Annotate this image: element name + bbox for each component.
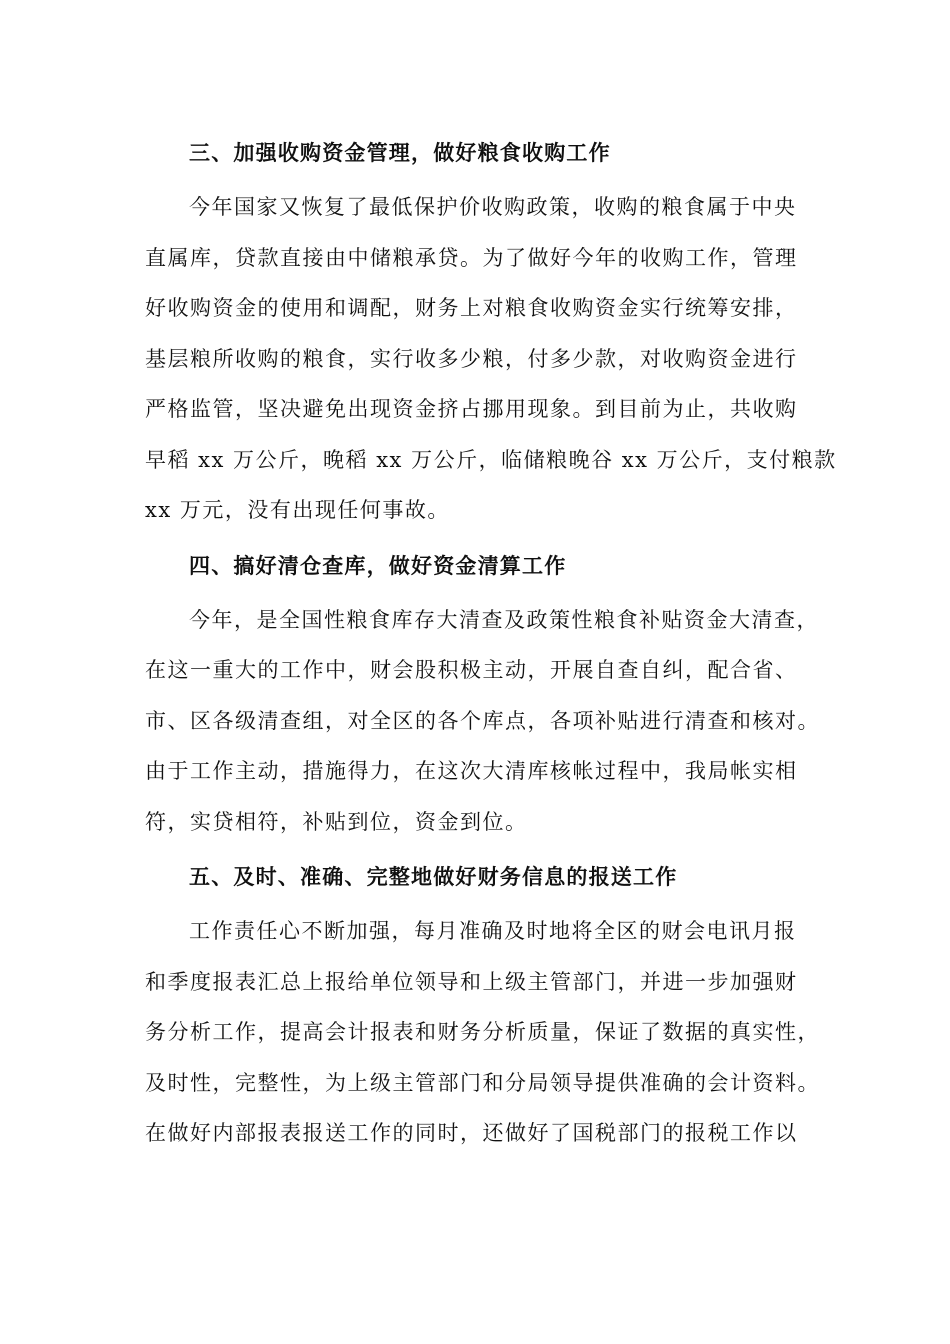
paragraph-line: 和季度报表汇总上报给单位领导和上级主管部门，并进一步加强财 (145, 969, 798, 994)
paragraph-line: 严格监管，坚决避免出现资金挤占挪用现象。到目前为止，共收购 (145, 397, 798, 421)
paragraph-line: 市、区各级清查组，对全区的各个库点，各项补贴进行清查和核对。 (145, 708, 820, 733)
paragraph-line: 早稻 xx 万公斤，晚稻 xx 万公斤，临储粮晚谷 xx 万公斤，支付粮款 (145, 447, 837, 472)
document-body (145, 127, 837, 1159)
section-paragraph (145, 182, 837, 536)
section-heading: 四、搞好清仓查库，做好资金清算工作 (189, 552, 567, 578)
section-heading: 五、及时、准确、完整地做好财务信息的报送工作 (189, 864, 678, 889)
paragraph-line: 今年，是全国性粮食库存大清查及政策性粮食补贴资金大清查， (189, 607, 819, 632)
paragraph-line: 工作责任心不断加强，每月准确及时地将全区的财会电讯月报 (189, 919, 797, 943)
paragraph-line: 基层粮所收购的粮食，实行收多少粮，付多少款，对收购资金进行 (145, 346, 798, 371)
paragraph-line: 由于工作主动，措施得力，在这次大清库核帐过程中，我局帐实相 (145, 759, 798, 783)
paragraph-line: 符，实贷相符，补贴到位，资金到位。 (145, 809, 528, 834)
paragraph-line: 在做好内部报表报送工作的同时，还做好了国税部门的报税工作以 (145, 1121, 798, 1145)
paragraph-line: 直属库，贷款直接由中储粮承贷。为了做好今年的收购工作，管理 (145, 245, 798, 270)
paragraph-line: 今年国家又恢复了最低保护价收购政策，收购的粮食属于中央 (189, 195, 797, 219)
paragraph-line: xx 万元，没有出现任何事故。 (145, 498, 450, 522)
paragraph-line: 及时性，完整性，为上级主管部门和分局领导提供准确的会计资料。 (145, 1070, 820, 1095)
paragraph-line: 务分析工作，提高会计报表和财务分析质量，保证了数据的真实性， (145, 1020, 820, 1044)
section-paragraph (145, 906, 820, 1159)
paragraph-line: 在这一重大的工作中，财会股积极主动，开展自查自纠，配合省、 (145, 658, 798, 682)
paragraph-line: 好收购资金的使用和调配，财务上对粮食收购资金实行统筹安排， (145, 296, 798, 320)
section-heading: 三、加强收购资金管理，做好粮食收购工作 (189, 140, 611, 165)
section-paragraph (145, 595, 820, 848)
